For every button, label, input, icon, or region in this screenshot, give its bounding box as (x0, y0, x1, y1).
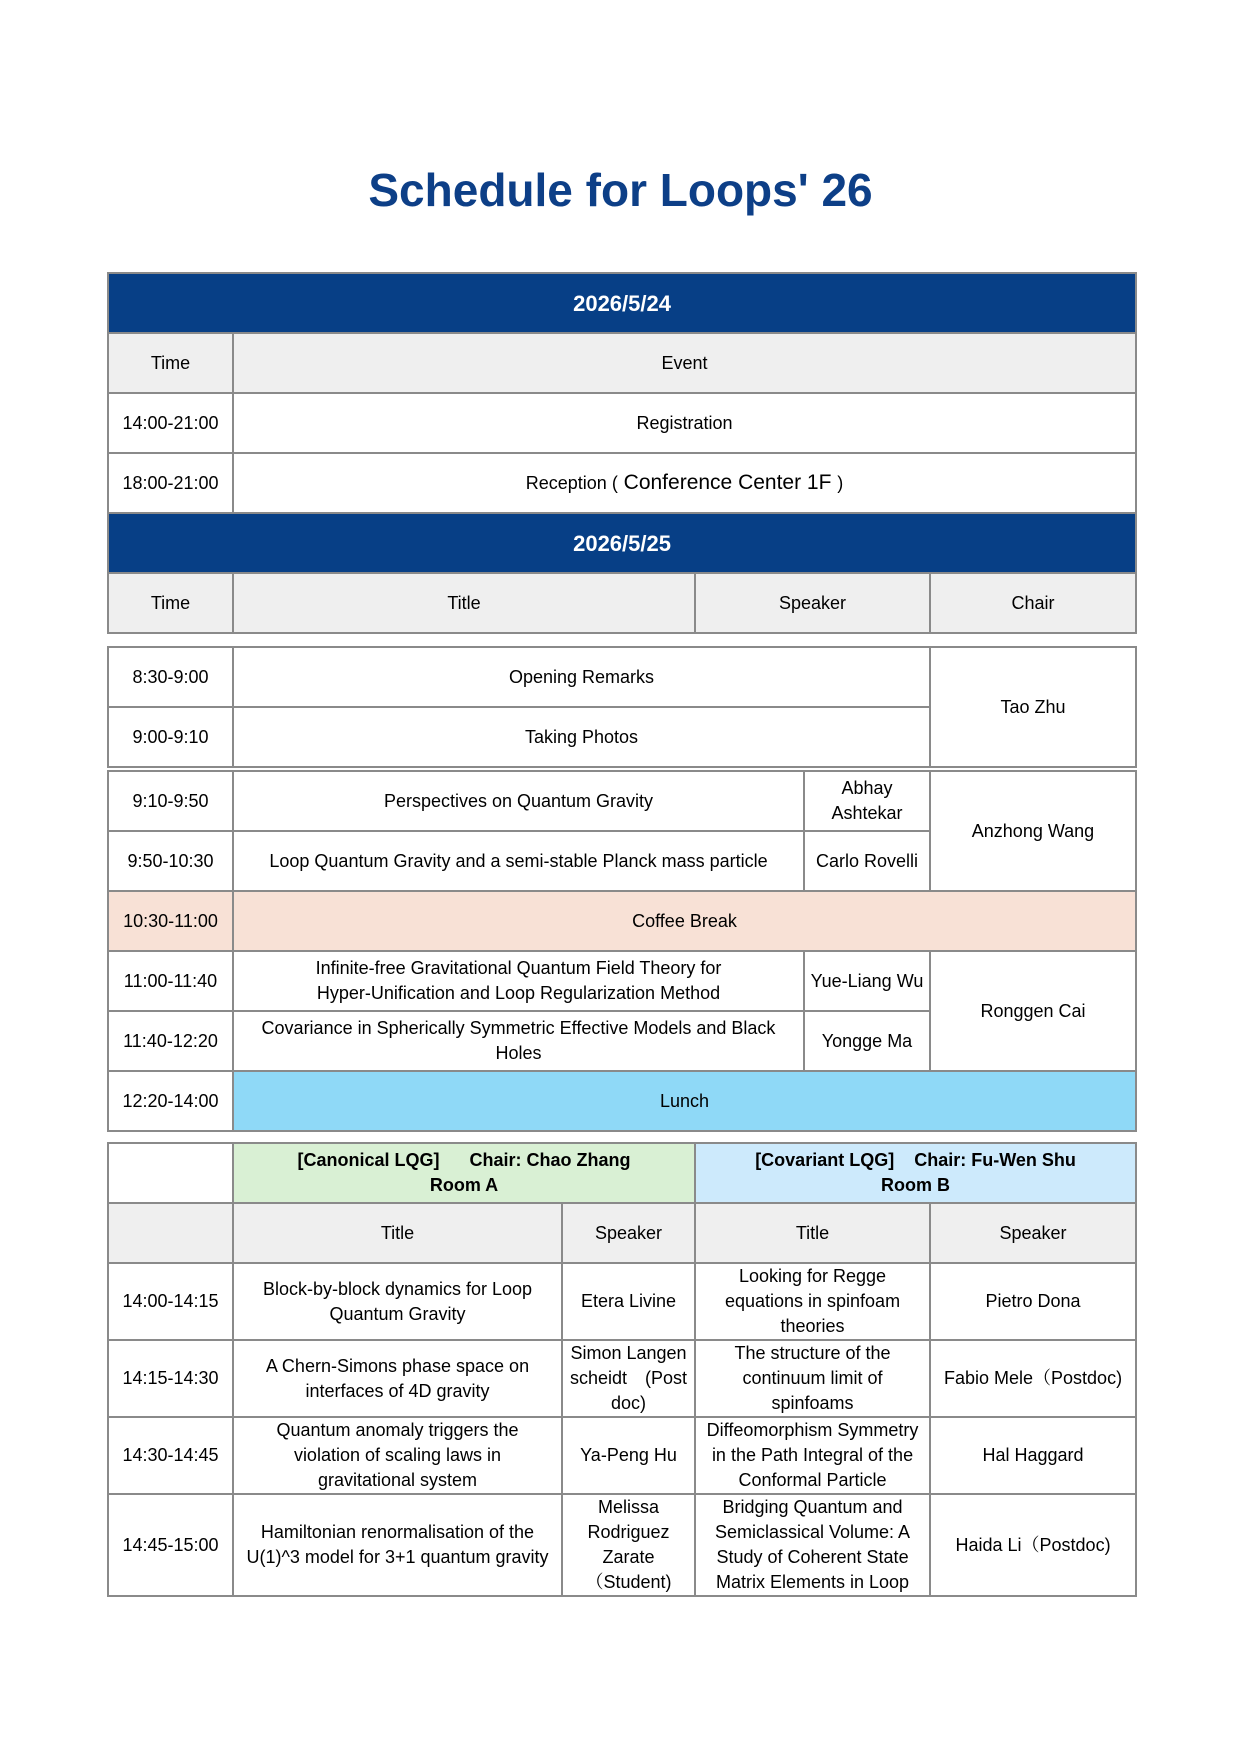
lunch-cell: Lunch (233, 1071, 1136, 1131)
table-row (108, 453, 1136, 513)
time-cell: 9:00-9:10 (108, 707, 233, 767)
table-row (108, 393, 1136, 453)
speaker-cell: Yue-Liang Wu (804, 951, 930, 1011)
title-a-cell: Quantum anomaly triggers the violation of scaling laws in gravitational system (233, 1417, 562, 1494)
title-cell: Covariance in Spherically Symmetric Effective Models and Black Holes (233, 1011, 804, 1071)
schedule-table-talks (107, 770, 1137, 1132)
session-b-room: Room B (881, 1175, 951, 1195)
date-header-day1: 2026/5/24 (108, 273, 1136, 333)
column-header-chair: Chair (930, 573, 1136, 633)
time-cell: 10:30-11:00 (108, 891, 233, 951)
event-suffix: ) (837, 473, 844, 493)
chair-cell: Ronggen Cai (930, 951, 1136, 1071)
speaker-b-cell: Haida Li（Postdoc) (930, 1494, 1136, 1596)
column-header-time: Time (108, 573, 233, 633)
date-header-day2: 2026/5/25 (108, 513, 1136, 573)
title-a-cell: A Chern-Simons phase space on interfaces of 4D gravity (233, 1340, 562, 1417)
title-b-cell: Bridging Quantum and Semiclassical Volume: A Study of Coherent State Matrix Elements in Loop (695, 1494, 930, 1596)
time-cell: 9:10-9:50 (108, 771, 233, 831)
column-header-title-b: Title (695, 1203, 930, 1263)
time-cell: 8:30-9:00 (108, 647, 233, 707)
event-cell (233, 453, 1136, 513)
empty-cell (108, 1143, 233, 1203)
column-header-empty (108, 1203, 233, 1263)
speaker-a-cell: Ya-Peng Hu (562, 1417, 695, 1494)
column-header-speaker-a: Speaker (562, 1203, 695, 1263)
speaker-cell: Yongge Ma (804, 1011, 930, 1071)
time-cell: 14:00-14:15 (108, 1263, 233, 1340)
table-row (108, 891, 1136, 951)
table-row (108, 951, 1136, 1011)
chair-cell: Tao Zhu (930, 647, 1136, 767)
schedule-table (107, 272, 1137, 634)
time-cell: 11:00-11:40 (108, 951, 233, 1011)
title-cell: Perspectives on Quantum Gravity (233, 771, 804, 831)
table-row (108, 647, 1136, 707)
title-b-cell: Looking for Regge equations in spinfoam theories (695, 1263, 930, 1340)
session-b-header (695, 1143, 1136, 1203)
session-a-room: Room A (429, 1175, 499, 1195)
time-cell: 18:00-21:00 (108, 453, 233, 513)
title-cell: Infinite-free Gravitational Quantum Field Theory for Hyper-Unification and Loop Regularization Method (233, 951, 804, 1011)
coffee-break-cell: Coffee Break (233, 891, 1136, 951)
speaker-b-cell: Pietro Dona (930, 1263, 1136, 1340)
speaker-cell: Abhay Ashtekar (804, 771, 930, 831)
column-header-speaker-b: Speaker (930, 1203, 1136, 1263)
table-row (108, 771, 1136, 831)
title-cell: Taking Photos (233, 707, 930, 767)
time-cell: 9:50-10:30 (108, 831, 233, 891)
title-b-cell: Diffeomorphism Symmetry in the Path Integral of the Conformal Particle (695, 1417, 930, 1494)
time-cell: 14:45-15:00 (108, 1494, 233, 1596)
time-cell: 12:20-14:00 (108, 1071, 233, 1131)
title-cell: Loop Quantum Gravity and a semi-stable Planck mass particle (233, 831, 804, 891)
table-row (108, 1340, 1136, 1417)
speaker-a-cell: Etera Livine (562, 1263, 695, 1340)
time-cell: 14:30-14:45 (108, 1417, 233, 1494)
time-cell: 14:00-21:00 (108, 393, 233, 453)
column-header-title: Title (233, 573, 695, 633)
session-a-header (233, 1143, 695, 1203)
page-title: Schedule for Loops' 26 (368, 164, 873, 216)
schedule-table-day2 (107, 646, 1137, 768)
table-row (108, 1494, 1136, 1596)
table-row (108, 1263, 1136, 1340)
column-header-title-a: Title (233, 1203, 562, 1263)
speaker-b-cell: Fabio Mele（Postdoc) (930, 1340, 1136, 1417)
speaker-b-cell: Hal Haggard (930, 1417, 1136, 1494)
title-cell: Opening Remarks (233, 647, 930, 707)
table-row (108, 1071, 1136, 1131)
event-place: Conference Center 1F (617, 471, 838, 494)
title-a-cell: Hamiltonian renormalisation of the U(1)^3 model for 3+1 quantum gravity (233, 1494, 562, 1596)
time-cell: 14:15-14:30 (108, 1340, 233, 1417)
schedule-table-parallel (107, 1142, 1137, 1597)
speaker-a-cell: Melissa Rodriguez Zarate（Student) (562, 1494, 695, 1596)
session-b-chair: [Covariant LQG] Chair: Fu-Wen Shu (755, 1150, 1076, 1170)
time-cell: 11:40-12:20 (108, 1011, 233, 1071)
column-header-speaker: Speaker (695, 573, 930, 633)
event-prefix: Reception ( (525, 473, 618, 493)
speaker-a-cell: Simon Langenscheidt (Postdoc) (562, 1340, 695, 1417)
title-a-cell: Block-by-block dynamics for Loop Quantum Gravity (233, 1263, 562, 1340)
table-row (108, 1417, 1136, 1494)
chair-cell: Anzhong Wang (930, 771, 1136, 891)
session-a-chair: [Canonical LQG] Chair: Chao Zhang (297, 1150, 631, 1170)
event-cell: Registration (233, 393, 1136, 453)
speaker-cell: Carlo Rovelli (804, 831, 930, 891)
column-header-time: Time (108, 333, 233, 393)
column-header-event: Event (233, 333, 1136, 393)
title-b-cell: The structure of the continuum limit of spinfoams (695, 1340, 930, 1417)
